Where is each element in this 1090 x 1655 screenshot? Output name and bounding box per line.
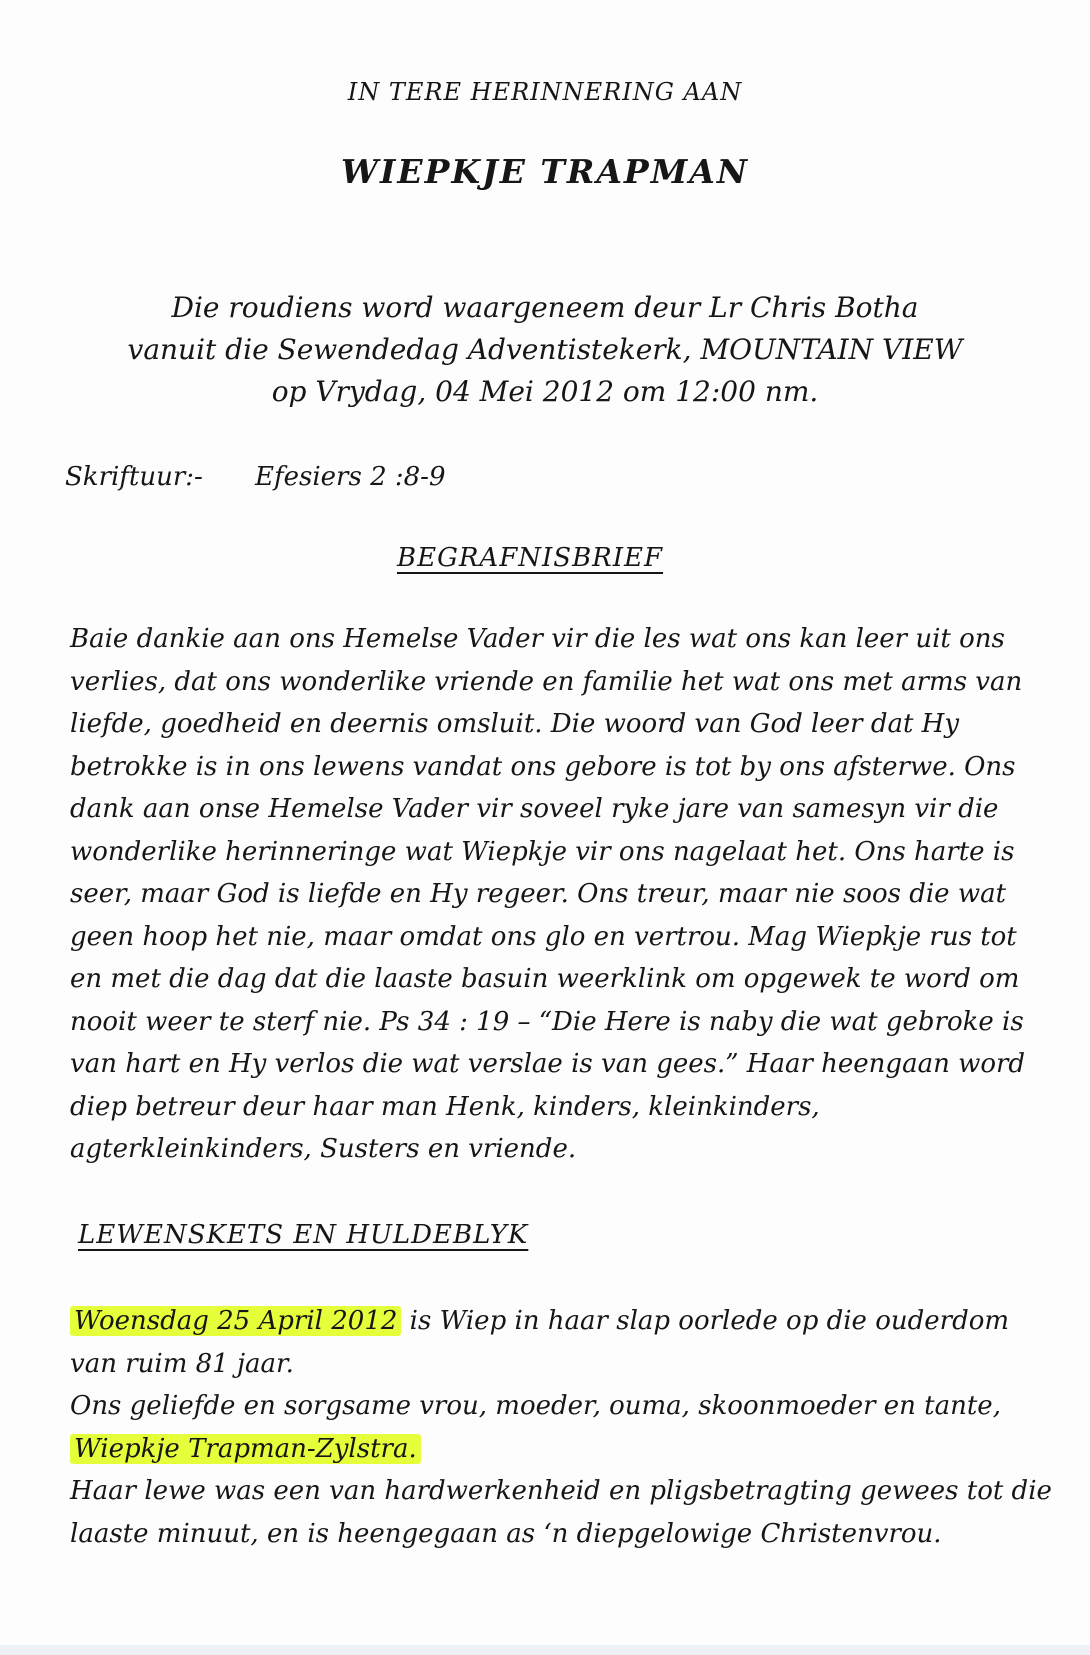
highlighted-full-name: Wiepkje Trapman-Zylstra.: [70, 1434, 421, 1464]
memorial-header: IN TERE HERINNERING AAN: [347, 78, 743, 106]
paragraph-line: verlies, dat ons wonderlike vriende en familie het wat ons met arms van: [70, 666, 1023, 697]
scripture-verse: Efesiers 2 :8-9: [255, 462, 446, 492]
paragraph-line: Baie dankie aan ons Hemelse Vader vir die les wat ons kan leer uit ons: [70, 624, 1005, 654]
paragraph-line: [70, 1428, 1060, 1471]
paragraph-line: geen hoop het nie, maar omdat ons glo en vertrou. Mag Wiepkje rus tot: [70, 921, 1017, 952]
paragraph-line: van ruim 81 jaar.: [70, 1348, 294, 1379]
service-line-1: Die roudiens word waargeneem deur Lr Chris Botha: [171, 291, 919, 324]
paragraph-line: Haar lewe was een van hardwerkenheid en pligsbetragting gewees tot die: [70, 1476, 1052, 1506]
section-heading-life-sketch: LEWENSKETS EN HULDEBLYK: [78, 1220, 529, 1250]
highlighted-date: Woensdag 25 April 2012: [70, 1306, 401, 1336]
life-sketch-paragraph: [70, 1300, 1060, 1555]
paragraph-line: laaste minuut, en is heengegaan as ‘n diepgelowige Christenvrou.: [70, 1518, 942, 1549]
paragraph-line: agterkleinkinders, Susters en vriende.: [70, 1134, 577, 1164]
page-edge: [0, 1645, 1090, 1655]
paragraph-line: nooit weer te sterf nie. Ps 34 : 19 – “Die Here is naby die wat gebroke is: [70, 1006, 1024, 1037]
paragraph-line: en met die dag dat die laaste basuin weerklink om opgewek te word om: [70, 964, 1020, 994]
paragraph-line: Ons geliefde en sorgsame vrou, moeder, ouma, skoonmoeder en tante,: [70, 1391, 1001, 1421]
service-line-3: op Vrydag, 04 Mei 2012 om 12:00 nm.: [271, 375, 819, 408]
scripture-reference: [65, 462, 446, 492]
paragraph-line: liefde, goedheid en deernis omsluit. Die woord van God leer dat Hy: [70, 709, 960, 739]
paragraph-text: is Wiep in haar slap oorlede op die ouderdom: [401, 1306, 1010, 1336]
paragraph-line: wonderlike herinneringe wat Wiepkje vir ons nagelaat het. Ons harte is: [70, 836, 1015, 867]
paragraph-line: [70, 1300, 1060, 1343]
deceased-name: WIEPKJE TRAPMAN: [340, 152, 750, 191]
funeral-letter-paragraph: [70, 618, 1060, 1171]
scripture-label: Skriftuur:-: [65, 462, 203, 492]
service-details: [0, 287, 1090, 413]
paragraph-line: van hart en Hy verlos die wat verslae is van gees.” Haar heengaan word: [70, 1049, 1026, 1079]
paragraph-line: diep betreur deur haar man Henk, kinders, kleinkinders,: [70, 1091, 820, 1122]
paragraph-line: betrokke is in ons lewens vandat ons gebore is tot by ons afsterwe. Ons: [70, 751, 1016, 782]
paragraph-line: dank aan onse Hemelse Vader vir soveel ryke jare van samesyn vir die: [70, 794, 999, 824]
paragraph-line: seer, maar God is liefde en Hy regeer. Ons treur, maar nie soos die wat: [70, 879, 1007, 909]
section-heading-funeral-letter: BEGRAFNISBRIEF: [397, 543, 664, 573]
service-line-2: vanuit die Sewendedag Adventistekerk, MOUNTAIN VIEW: [127, 333, 963, 366]
